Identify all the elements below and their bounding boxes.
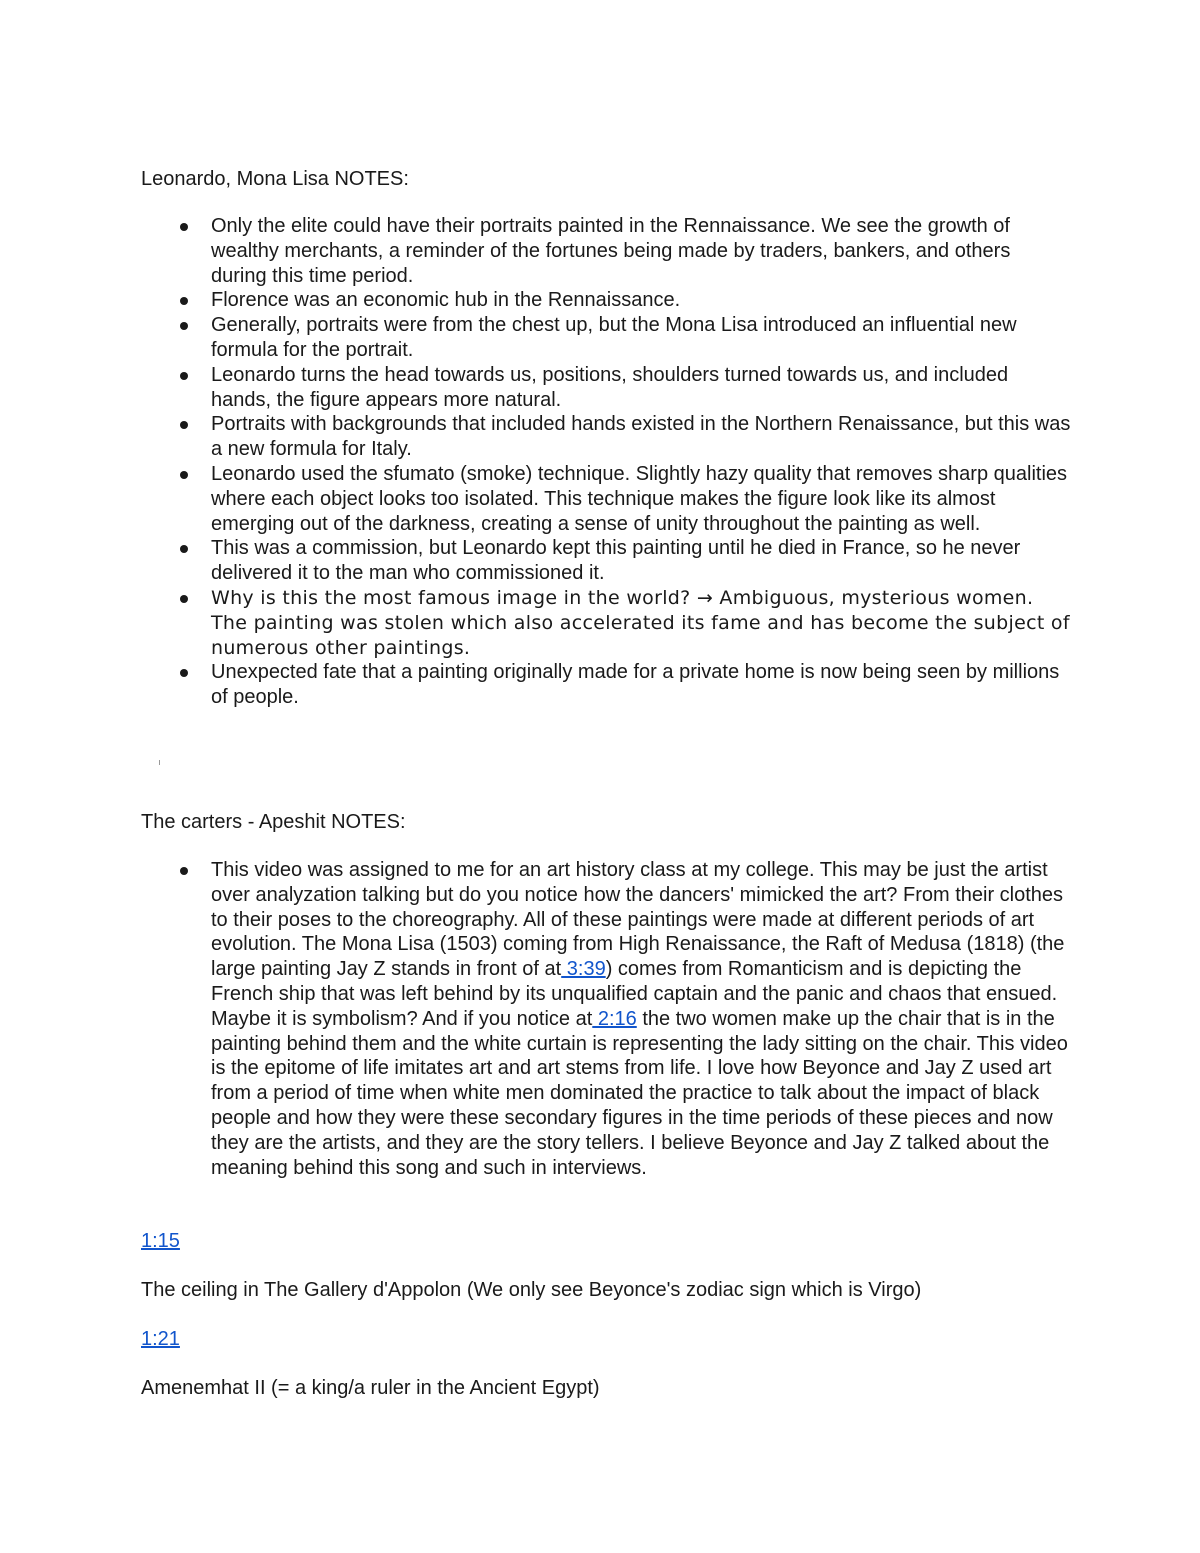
timestamp-link-1-15[interactable]: 1:15: [141, 1230, 180, 1252]
page-mark: [159, 760, 160, 765]
list-item: Florence was an economic hub in the Rennaissance.: [141, 288, 1071, 313]
list-item: Leonardo turns the head towards us, positions, shoulders turned towards us, and included hands, the figure appears more natural.: [141, 363, 1071, 413]
bullet-icon: [180, 223, 188, 231]
section-heading-mona-lisa: Leonardo, Mona Lisa NOTES:: [141, 168, 409, 190]
list-item: Why is this the most famous image in the world? → Ambiguous, mysterious women. The painting was stolen which also accelerated its fame and has become the subject of numerous other paintings.: [141, 586, 1071, 660]
list-item: This video was assigned to me for an art history class at my college. This may be just the artist over analyzation talking but do you notice how the dancers' mimicked the art? From their clothes to their poses to the choreography. All of these paintings were made at different periods of art evolution. The Mona Lisa (1503) coming from High Renaissance, the Raft of Medusa (1818) (the large painting Jay Z stands in front of at 3:39) comes from Romanticism and is depicting the French ship that was left behind by its unqualified captain and the panic and chaos that ensued. Maybe it is symbolism? And if you notice at 2:16 the two women make up the chair that is in the painting behind them and the white curtain is representing the lady sitting on the chair. This video is the epitome of life imitates art and art stems from life. I love how Beyonce and Jay Z used art from a period of time when white men dominated the practice to talk about the impact of black people and how they were these secondary figures in the time periods of these pieces and now they are the artists, and they are the story tellers. I believe Beyonce and Jay Z talked about the meaning behind this song and such in interviews.: [141, 858, 1071, 1180]
list-item: Only the elite could have their portraits painted in the Rennaissance. We see the growth of wealthy merchants, a reminder of the fortunes being made by traders, bankers, and others during this time period.: [141, 214, 1071, 288]
timestamp-link-1-21[interactable]: 1:21: [141, 1328, 180, 1350]
list-item: Portraits with backgrounds that included hands existed in the Northern Renaissance, but this was a new formula for Italy.: [141, 412, 1071, 462]
bullet-icon: [180, 421, 188, 429]
list-item: Unexpected fate that a painting originally made for a private home is now being seen by millions of people.: [141, 660, 1071, 710]
bullet-icon: [180, 372, 188, 380]
mona-lisa-notes-list: [141, 214, 1071, 710]
timestamp-note: The ceiling in The Gallery d'Appolon (We only see Beyonce's zodiac sign which is Virgo): [141, 1279, 922, 1301]
list-item: This was a commission, but Leonardo kept this painting until he died in France, so he never delivered it to the man who commissioned it.: [141, 536, 1071, 586]
list-item: Generally, portraits were from the chest up, but the Mona Lisa introduced an influential new formula for the portrait.: [141, 313, 1071, 363]
timestamp-link-2-16[interactable]: 2:16: [592, 1007, 637, 1030]
bullet-icon: [180, 322, 188, 330]
timestamp-block-1-15: [141, 1229, 180, 1254]
section-heading-apeshit: The carters - Apeshit NOTES:: [141, 811, 406, 833]
timestamp-block-1-21: [141, 1327, 180, 1352]
timestamp-link-3-39[interactable]: 3:39: [561, 958, 606, 981]
bullet-icon: [180, 297, 188, 305]
bullet-icon: [180, 867, 188, 875]
timestamp-note: Amenemhat II (= a king/a ruler in the Ancient Egypt): [141, 1377, 600, 1399]
bullet-icon: [180, 545, 188, 553]
list-item: Leonardo used the sfumato (smoke) technique. Slightly hazy quality that removes sharp qualities where each object looks too isolated. This technique makes the figure look like its almost emerging out of the darkness, creating a sense of unity throughout the painting as well.: [141, 462, 1071, 536]
bullet-icon: [180, 669, 188, 677]
bullet-icon: [180, 471, 188, 479]
bullet-icon: [180, 595, 188, 603]
apeshit-notes-list: [141, 858, 1071, 1180]
